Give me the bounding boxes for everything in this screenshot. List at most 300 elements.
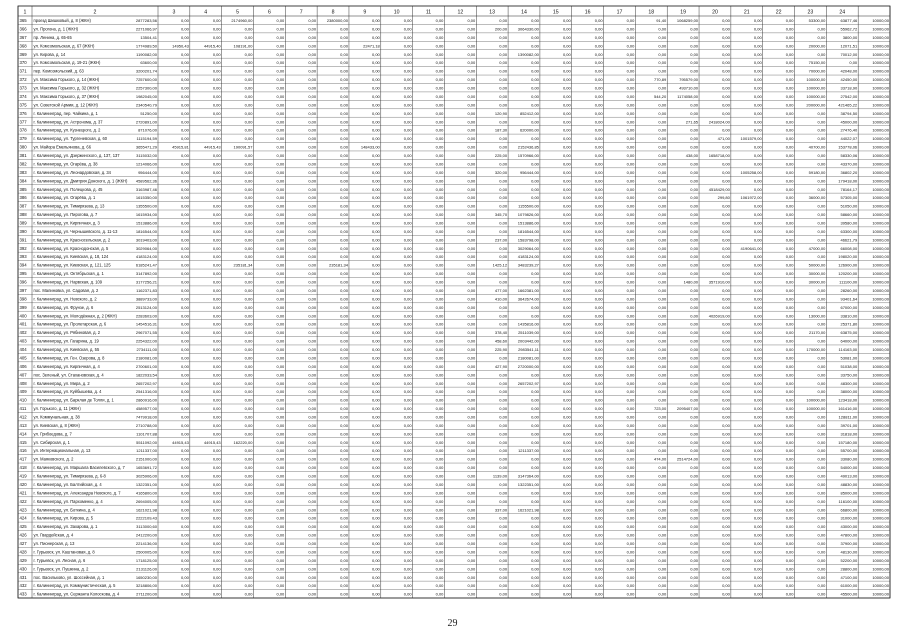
row-number: 411 [19,406,27,412]
row-value: 0,00 [435,296,444,302]
row-value: 2694005,00 [135,498,157,504]
row-value: 0,00 [562,34,571,40]
row-value: 0,00 [308,51,317,57]
row-value: 0,00 [181,178,189,184]
table-row [20,187,890,192]
row-value: 0,00 [658,195,667,201]
row-value: 0,00 [690,144,699,150]
row-value: 0,00 [467,574,476,580]
row-value: 0,00 [594,414,603,420]
row-value: 0,00 [340,465,348,471]
row-value: 36802,20 [840,169,858,175]
row-address: г. Калининград, ул. Кирова, д. 5 [33,515,94,521]
row-value: 0,00 [562,18,571,24]
row-value: 0,00 [690,186,699,192]
row-value: 0,00 [212,77,221,83]
row-value: 3177256,21 [135,279,157,285]
row-value: 0,00 [403,422,412,428]
row-value: 0,00 [308,85,317,91]
row-value: 0,00 [467,448,476,454]
row-value: 0,00 [722,566,730,572]
row-value: 0,00 [244,372,253,378]
row-value: 0,00 [340,473,348,479]
row-value: 0,00 [531,524,539,530]
row-value: 0,00 [531,490,539,496]
row-value: 0,00 [181,203,189,209]
row-value: 0,00 [785,77,794,83]
row-number: 376 [19,110,27,116]
row-value: 0,00 [308,262,317,268]
row-value: 10000,00 [872,397,889,403]
row-value: 0,00 [562,26,571,32]
row-value: 0,00 [340,245,348,251]
row-value: 723,00 [653,406,667,412]
row-value: 0,00 [499,279,508,285]
row-value: 0,00 [722,456,730,462]
row-value: 0,00 [276,245,285,251]
row-value: 0,00 [658,262,667,268]
row-address: ул. Комсомольская, д. 67 (ЖКН) [33,43,95,49]
row-value: 0,00 [340,507,348,513]
row-value: 10000,00 [872,51,889,57]
row-value: 47000,00 [808,245,826,251]
row-address: г. Калининград, ул. Киевская, д. 121, 125 [33,262,111,268]
row-value: 0,00 [244,85,253,91]
row-value: 45500,00 [840,591,858,597]
row-value: 2214136,00 [135,541,157,547]
row-value: 1390082,00 [517,51,539,57]
table-row [20,465,890,470]
row-value: 0,00 [212,279,221,285]
row-value: 0,00 [403,77,412,83]
row-value: 0,00 [594,271,603,277]
row-value: 0,00 [244,271,253,277]
row-value: 0,00 [371,68,380,74]
row-value: 27542,00 [840,93,858,99]
row-value: 0,00 [626,51,635,57]
row-value: 0,00 [817,456,826,462]
row-value: 0,00 [594,245,603,251]
row-value: 179418,00 [838,178,858,184]
row-number: 423 [19,507,27,513]
row-value: 0,00 [658,557,667,563]
row-value: 0,00 [435,119,444,125]
row-value: 0,00 [371,507,380,513]
row-value: 0,00 [626,178,635,184]
row-value: 0,00 [276,18,285,24]
row-value: 0,00 [371,372,380,378]
row-value: 0,00 [181,591,189,597]
row-value: 0,00 [435,161,444,167]
row-value: 0,00 [181,18,189,24]
row-value: 0,00 [276,77,285,83]
row-value: 0,00 [467,338,476,344]
row-value: 0,00 [181,195,189,201]
row-address: ул. Прогона, д. 1 (ЖКН) [33,26,79,32]
row-value: 0,00 [308,439,317,445]
row-value: 0,00 [308,271,317,277]
row-value: 0,00 [722,591,730,597]
row-value: 0,00 [658,363,667,369]
row-value: 0,00 [753,93,762,99]
row-value: 1435816,00 [517,321,539,327]
row-value: 0,00 [212,448,221,454]
row-value: 0,00 [467,262,476,268]
row-value: 2095407,00 [676,406,699,412]
row-value: 0,00 [340,481,348,487]
row-value: 0,00 [658,245,667,251]
row-value: 0,00 [594,389,603,395]
row-value: 0,00 [403,515,412,521]
row-value: 0,00 [181,34,189,40]
row-value: 0,00 [212,532,221,538]
row-number: 384 [19,178,27,184]
row-value: 0,00 [722,515,730,521]
row-address: г. Калининград, ул. Киевская, д. 18, 124 [33,254,109,260]
row-value: 0,00 [785,414,794,420]
row-value: 0,00 [562,271,571,277]
row-value: 1190082,00 [136,51,157,57]
row-value: 0,00 [276,271,285,277]
row-value: 0,00 [594,127,603,133]
row-value: 0,00 [594,498,603,504]
row-value: 0,00 [435,153,444,159]
table-row [20,499,890,504]
row-value: 0,00 [181,557,189,563]
row-value: 0,00 [403,60,412,66]
row-value: 0,00 [244,169,253,175]
row-value: 148433,00 [360,144,380,150]
row-value: 1615350,00 [135,195,157,201]
table-row [20,533,890,538]
row-value: 0,00 [785,43,794,49]
row-value: 0,00 [212,431,221,437]
row-value: 2860916,00 [135,397,157,403]
row-value: 10000,00 [872,60,889,66]
row-address: пос. Зеленый, ул. Стахановская, д. 4 [33,372,104,378]
row-value: 0,00 [753,153,762,159]
row-value: 0,00 [626,34,635,40]
row-value: 3571910,00 [708,279,730,285]
row-value: 0,00 [276,566,285,572]
row-value: 0,00 [371,60,380,66]
row-value: 0,00 [594,51,603,57]
row-address: г. Калининград, ул. Мира, д. 2 [33,380,90,386]
row-value: 0,00 [562,296,571,302]
row-value: 10000,00 [872,186,889,192]
row-value: 1101707,88 [136,431,157,437]
row-value: 0,00 [467,566,476,572]
row-value: 0,00 [435,85,444,91]
row-value: 0,00 [212,212,221,218]
row-value: 474,00 [653,456,667,462]
row-value: 0,00 [562,456,571,462]
row-value: 2340540,79 [135,102,157,108]
row-value: 0,00 [340,549,348,555]
row-value: 0,00 [722,26,730,32]
table-row [20,566,890,571]
row-value: 0,00 [626,397,635,403]
table-row [20,474,890,479]
row-value: 10000,00 [872,85,889,91]
row-value: 0,00 [244,178,253,184]
row-value: 0,00 [435,102,444,108]
row-value: 0,00 [435,186,444,192]
row-value: 0,00 [817,524,826,530]
row-number: 429 [19,557,27,563]
table-row [20,52,890,57]
row-address: г. Гурьевск, ул. Лесная, д. 6 [33,557,86,563]
row-value: 10000,00 [872,279,889,285]
row-value: 0,00 [371,26,380,32]
row-value: 100000,00 [806,85,826,91]
row-value: 0,00 [785,203,794,209]
row-value: 0,00 [371,136,380,142]
row-value: 0,00 [785,490,794,496]
row-value: 0,00 [499,372,508,378]
row-value: 0,00 [181,161,189,167]
row-value: 0,00 [403,43,412,49]
row-value: 10000,00 [872,43,889,49]
row-value: 38000,00 [840,389,858,395]
table-row [20,254,890,259]
row-value: 0,00 [594,321,603,327]
column-number: 11 [425,9,432,16]
row-value: 0,00 [212,186,221,192]
row-value: 0,00 [276,93,285,99]
row-value: 0,00 [594,43,603,49]
table-row [20,296,890,301]
row-value: 0,00 [531,102,539,108]
row-value: 0,00 [276,186,285,192]
row-value: 0,00 [276,68,285,74]
row-value: 0,00 [467,51,476,57]
row-value: 0,00 [658,144,667,150]
row-value: 0,00 [594,169,603,175]
row-value: 0,00 [403,18,412,24]
row-value: 3642674,00 [517,296,539,302]
row-value: 61000,00 [840,583,858,589]
row-value: 64000,00 [840,338,858,344]
row-value: 0,00 [244,473,253,479]
row-value: 0,00 [181,397,189,403]
row-value: 0,00 [753,557,762,563]
row-value: 0,00 [276,254,285,260]
row-number: 413 [19,422,27,428]
row-value: 795579,00 [679,77,699,83]
row-value: 0,00 [403,136,412,142]
row-value: 0,00 [658,34,667,40]
row-address: пр. Ленина, д. 65-65 [33,34,72,40]
row-value: 0,00 [276,414,285,420]
row-value: 0,00 [690,262,699,268]
row-value: 0,00 [435,313,444,319]
row-value: 0,00 [244,254,253,260]
row-value: 10000,00 [872,313,889,319]
row-value: 0,00 [181,498,189,504]
row-value: 0,00 [403,431,412,437]
row-value: 10000,00 [872,212,889,218]
row-value: 0,00 [499,186,508,192]
row-value: 0,00 [753,279,762,285]
row-value: 0,00 [785,262,794,268]
row-value: 0,00 [467,498,476,504]
row-value: 0,00 [308,144,317,150]
table-row [20,221,890,226]
row-value: 0,00 [531,119,539,125]
row-value: 0,00 [403,448,412,454]
row-value: 235181,34 [233,262,253,268]
row-value: 0,00 [181,304,189,310]
row-value: 0,00 [722,102,730,108]
row-number: 368 [19,43,27,49]
row-value: 0,00 [181,363,189,369]
row-value: 0,00 [785,397,794,403]
row-value: 438,00 [685,153,699,159]
row-value: 0,00 [499,203,508,209]
row-value: 0,00 [276,220,285,226]
column-number: 7 [299,9,303,16]
row-value: 0,00 [244,524,253,530]
row-value: 0,00 [562,372,571,378]
row-value: 0,00 [244,422,253,428]
row-value: 0,00 [562,178,571,184]
row-value: 0,00 [340,583,348,589]
row-number: 383 [19,169,27,175]
row-value: 3029064,00 [135,245,157,251]
row-value: 2222109,43 [135,515,157,521]
row-value: 0,00 [594,161,603,167]
row-value: 0,00 [562,431,571,437]
row-value: 0,00 [371,304,380,310]
row-value: 0,00 [722,355,730,361]
row-value: 43000,00 [840,524,858,530]
row-value: 235181,34 [329,262,348,268]
row-value: 0,00 [722,481,730,487]
row-value: 70012,00 [840,51,858,57]
row-value: 0,00 [722,372,730,378]
row-value: 0,00 [244,347,253,353]
row-value: 0,00 [181,549,189,555]
row-value: 0,00 [308,549,317,555]
row-value: 0,00 [467,93,476,99]
row-value: 0,00 [244,363,253,369]
row-value: 0,00 [467,490,476,496]
row-value: 0,00 [658,355,667,361]
row-value: 0,00 [531,431,539,437]
row-value: 0,00 [308,203,317,209]
row-value: 427,90 [494,363,508,369]
row-value: 0,00 [308,245,317,251]
row-value: 0,00 [181,279,189,285]
row-value: 0,00 [212,566,221,572]
row-value: 0,00 [244,549,253,555]
row-value: 0,00 [785,296,794,302]
row-value: 0,00 [371,271,380,277]
row-value: 0,00 [499,321,508,327]
row-value: 0,00 [785,119,794,125]
row-value: 0,00 [690,178,699,184]
row-value: 0,00 [308,169,317,175]
row-value: 22471,18 [363,43,380,49]
row-value: 0,00 [340,363,348,369]
row-value: 0,00 [212,515,221,521]
row-value: 0,00 [435,524,444,530]
row-value: 0,00 [690,271,699,277]
row-number: 418 [19,465,27,471]
row-value: 0,00 [276,507,285,513]
row-value: 0,00 [403,245,412,251]
row-value: 0,00 [690,169,699,175]
table-row [20,288,890,293]
row-value: 0,00 [499,144,508,150]
row-value: 0,00 [658,287,667,293]
row-value: 0,00 [276,380,285,386]
row-value: 0,00 [212,262,221,268]
row-address: ул. Сибирская, д. 1 [33,439,70,445]
row-value: 3483239,27 [517,262,539,268]
row-address: г. Калининград, ул. Кузнецкого, д. 2 [33,127,101,133]
row-value: 0,00 [340,43,348,49]
row-value: 0,00 [817,304,826,310]
row-number: 377 [19,119,27,125]
row-address: ул. Советской Армии, д. 12 (ЖКН) [33,102,98,108]
row-value: 0,00 [308,321,317,327]
table-row [20,507,890,512]
row-number: 406 [19,363,27,369]
row-value: 0,00 [403,490,412,496]
row-value: 0,00 [690,380,699,386]
row-value: 0,00 [594,313,603,319]
row-value: 0,00 [403,262,412,268]
row-value: 0,00 [753,507,762,513]
row-value: 0,00 [753,338,762,344]
row-value: 0,00 [340,144,348,150]
row-value: 0,00 [722,406,730,412]
table-row [20,18,890,23]
row-value: 0,00 [658,153,667,159]
row-value: 0,00 [212,153,221,159]
row-value: 0,00 [594,330,603,336]
row-number: 430 [19,566,27,572]
row-value: 0,00 [626,228,635,234]
row-value: 0,00 [340,228,348,234]
row-number: 365 [19,18,27,24]
row-value: 0,00 [817,574,826,580]
row-value: 0,00 [467,18,476,24]
row-value: 0,00 [594,481,603,487]
row-value: 0,00 [562,541,571,547]
row-address: ул. Киевская, д. 8 (ЖКН) [33,422,80,428]
row-value: 0,00 [244,195,253,201]
row-value: 0,00 [276,43,285,49]
column-number: 19 [680,9,687,16]
row-value: 0,00 [181,389,189,395]
row-value: 0,00 [626,287,635,293]
row-value: 0,00 [722,465,730,471]
row-value: 0,00 [212,119,221,125]
row-value: 1454516,31 [135,321,157,327]
row-value: 0,00 [371,119,380,125]
row-number: 421 [19,490,27,496]
table-row [20,102,890,107]
row-value: 0,00 [562,557,571,563]
row-value: 0,00 [753,490,762,496]
row-value: 0,00 [722,93,730,99]
row-value: 0,00 [467,195,476,201]
row-value: 1658718,00 [708,153,730,159]
row-value: 48130,00 [840,549,858,555]
